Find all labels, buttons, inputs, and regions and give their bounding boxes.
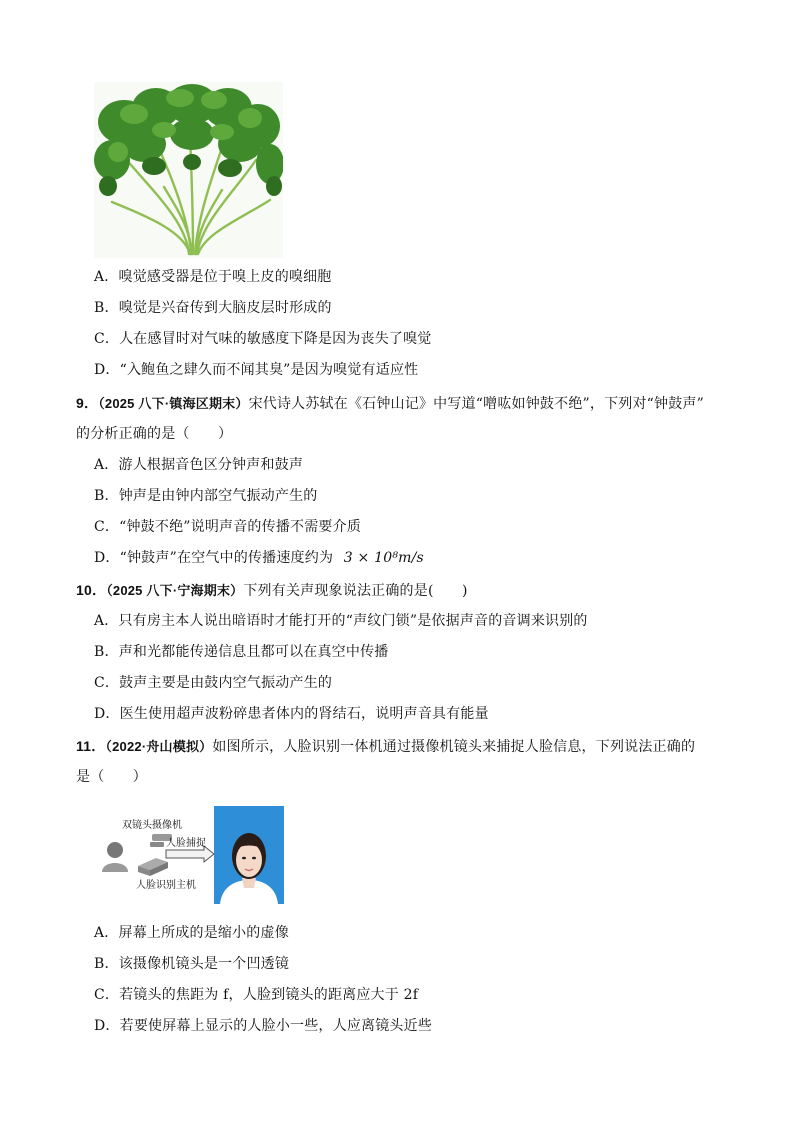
capture-label: 人脸捕捉 [166, 838, 206, 849]
q11-option-c: C．若镜头的焦距为 f，人脸到镜头的距离应大于 2f [94, 987, 419, 1003]
person-icon [102, 842, 128, 872]
question-stem-text: 下列有关声现象说法正确的是( ) [243, 583, 468, 599]
q11-stem [76, 737, 695, 756]
q10-option-b: B．声和光都能传递信息且都可以在真空中传播 [94, 644, 389, 660]
q11-option-a: A．屏幕上所成的是缩小的虚像 [94, 925, 289, 941]
q10-option-d: D．医生使用超声波粉碎患者体内的肾结石，说明声音具有能量 [94, 706, 489, 722]
host-machine-icon [138, 858, 168, 876]
option-text: D．“钟鼓声”在空气中的传播速度约为 [94, 550, 334, 566]
host-label: 人脸识别主机 [136, 880, 196, 891]
q9-stem [76, 394, 704, 413]
camera-label: 双镜头摄像机 [122, 820, 182, 831]
q8-option-a: A．嗅觉感受器是位于嗅上皮的嗅细胞 [94, 269, 332, 285]
q9-option-b: B．钟声是由钟内部空气振动产生的 [94, 488, 318, 504]
face-recognition-diagram [96, 806, 284, 904]
portrait-photo [214, 806, 284, 904]
q9-stem-continued: 的分析正确的是（ ） [76, 426, 233, 442]
q8-option-b: B．嗅觉是兴奋传到大脑皮层时形成的 [94, 300, 332, 316]
question-source: （2025 八下·镇海区期末） [98, 396, 249, 411]
question-stem-text: 如图所示，人脸识别一体机通过摄像机镜头来捕捉人脸信息，下列说法正确的 [212, 739, 696, 755]
q9-option-d [94, 549, 424, 567]
q10-option-c: C．鼓声主要是由鼓内空气振动产生的 [94, 675, 333, 691]
q11-stem-continued: 是（ ） [76, 769, 147, 785]
celery-illustration [94, 82, 283, 258]
celery-photo [94, 82, 283, 258]
question-number: 9． [76, 395, 99, 411]
question-source: （2022·舟山模拟） [105, 739, 213, 754]
q9-option-a: A．游人根据音色区分钟声和鼓声 [94, 457, 304, 473]
q11-option-d: D．若要使屏幕上显示的人脸小一些，人应离镜头近些 [94, 1018, 433, 1034]
question-number: 11． [76, 738, 106, 754]
q10-stem [76, 581, 468, 600]
q8-option-c: C．人在感冒时对气味的敏感度下降是因为丧失了嗅觉 [94, 331, 432, 347]
question-number: 10． [76, 582, 107, 598]
q10-option-a: A．只有房主本人说出暗语时才能打开的“声纹门锁”是依据声音的音调来识别的 [94, 613, 588, 629]
speed-formula: 3 × 10⁸m/s [343, 550, 424, 566]
q11-option-b: B．该摄像机镜头是一个凹透镜 [94, 956, 290, 972]
q8-option-d: D．“入鲍鱼之肆久而不闻其臭”是因为嗅觉有适应性 [94, 362, 419, 378]
q9-option-c: C．“钟鼓不绝”说明声音的传播不需要介质 [94, 519, 362, 535]
question-stem-text: 宋代诗人苏轼在《石钟山记》中写道“噌吰如钟鼓不绝”，下列对“钟鼓声” [248, 396, 704, 412]
question-source: （2025 八下·宁海期末） [106, 583, 244, 598]
